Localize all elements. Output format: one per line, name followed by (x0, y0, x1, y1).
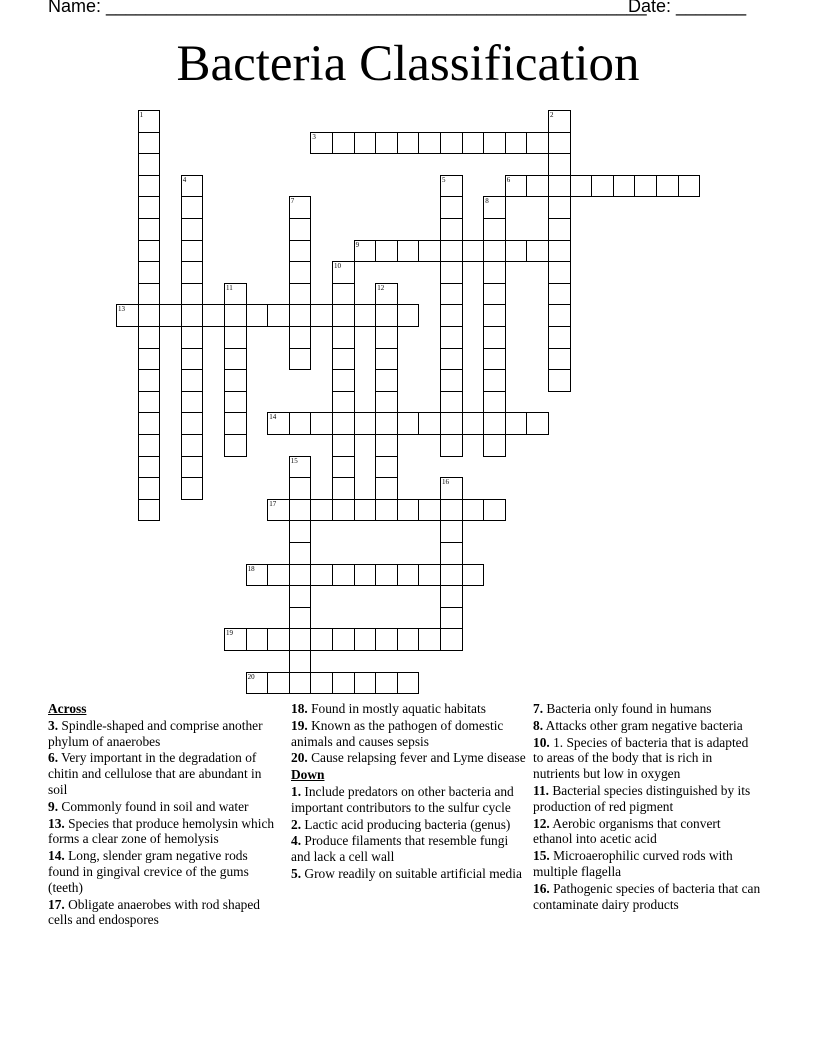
grid-cell[interactable] (224, 628, 247, 651)
grid-cell[interactable] (375, 348, 398, 371)
grid-cell[interactable] (332, 672, 355, 695)
clue-text: Cause relapsing fever and Lyme disease (307, 750, 526, 766)
clue-number: 17 (269, 499, 277, 508)
grid-cell[interactable] (440, 564, 463, 587)
grid-cell[interactable] (289, 477, 312, 500)
clue (48, 897, 276, 929)
clue-number: 5. (291, 865, 302, 881)
clue-number: 11 (226, 283, 233, 292)
clue-text: Pathogenic species of bacteria that can contaminate dairy products (533, 880, 761, 912)
grid-cell[interactable] (354, 672, 377, 695)
grid-cell[interactable] (440, 628, 463, 651)
clue-number: 4. (291, 833, 302, 849)
grid-cell[interactable] (397, 672, 420, 695)
grid-cell[interactable] (181, 304, 204, 327)
grid-cell[interactable] (483, 412, 506, 435)
grid-cell[interactable] (375, 564, 398, 587)
clue (533, 701, 761, 717)
grid-cell[interactable] (332, 369, 355, 392)
clue (48, 816, 276, 848)
grid-cell[interactable] (397, 499, 420, 522)
grid-cell[interactable] (224, 391, 247, 414)
clue-number: 13. (48, 815, 65, 831)
grid-cell[interactable] (483, 240, 506, 263)
grid-cell[interactable] (181, 218, 204, 241)
grid-cell[interactable] (332, 628, 355, 651)
grid-cell[interactable] (310, 499, 333, 522)
clue (291, 817, 527, 833)
clue-text: Very important in the degradation of chitin and cellulose that are abundant in soil (48, 750, 262, 797)
clue-number: 2. (291, 816, 302, 832)
grid-cell[interactable] (138, 499, 161, 522)
clue-number: 7 (290, 197, 295, 206)
grid-cell[interactable] (138, 304, 161, 327)
grid-cell[interactable] (181, 261, 204, 284)
grid-cell[interactable] (548, 175, 571, 198)
grid-cell[interactable] (462, 132, 485, 155)
grid-cell[interactable] (332, 564, 355, 587)
grid-cell[interactable] (591, 175, 614, 198)
grid-cell[interactable] (181, 326, 204, 349)
grid-cell[interactable] (548, 110, 571, 133)
grid-cell[interactable] (310, 672, 333, 695)
grid-cell[interactable] (440, 175, 463, 198)
clue-text: Microaerophilic curved rods with multiple flagella (533, 848, 733, 879)
grid-cell[interactable] (181, 477, 204, 500)
clue-number: 7. (533, 701, 544, 716)
clues-column-1 (48, 701, 276, 929)
grid-cell[interactable] (483, 326, 506, 349)
grid-cell[interactable] (138, 477, 161, 500)
grid-cell[interactable] (375, 412, 398, 435)
clue-number: 12 (377, 283, 385, 292)
clue (533, 848, 761, 880)
grid-cell[interactable] (397, 304, 420, 327)
clues-column-3 (533, 701, 761, 913)
clue-number: 16 (442, 478, 449, 487)
grid-cell[interactable] (375, 456, 398, 479)
grid-cell[interactable] (332, 132, 355, 155)
clue-text: Species that produce hemolysin which forms a clear zone of hemolysis (48, 815, 275, 847)
grid-cell[interactable] (375, 672, 398, 695)
grid-cell[interactable] (202, 304, 225, 327)
grid-cell[interactable] (397, 240, 420, 263)
grid-cell[interactable] (462, 499, 485, 522)
grid-cell[interactable] (354, 304, 377, 327)
clue-number: 19 (226, 629, 233, 638)
grid-cell[interactable] (505, 175, 528, 198)
grid-cell[interactable] (548, 348, 571, 371)
grid-cell[interactable] (440, 326, 463, 349)
grid-cell[interactable] (289, 499, 312, 522)
clue-number: 13 (118, 305, 125, 314)
grid-cell[interactable] (375, 240, 398, 263)
grid-cell[interactable] (289, 456, 312, 479)
clue-number: 10. (533, 734, 550, 750)
clue-number: 18 (247, 564, 255, 573)
grid-cell[interactable] (289, 628, 312, 651)
clue-number: 1. (291, 783, 302, 799)
grid-cell[interactable] (397, 412, 420, 435)
grid-cell[interactable] (138, 434, 161, 457)
grid-cell[interactable] (138, 456, 161, 479)
grid-cell[interactable] (505, 412, 528, 435)
grid-cell[interactable] (440, 304, 463, 327)
grid-cell[interactable] (138, 110, 161, 133)
clue-number: 18. (291, 701, 308, 716)
clue-number: 20. (291, 750, 308, 766)
clue-text: Spindle-shaped and comprise another phylum of anaerobes (48, 717, 263, 749)
date-field: Date: _______ (628, 0, 747, 16)
clue-number: 3. (48, 717, 59, 733)
clue-number: 8. (533, 717, 544, 733)
grid-cell[interactable] (483, 499, 506, 522)
grid-cell[interactable] (224, 304, 247, 327)
clue (291, 784, 527, 816)
grid-cell[interactable] (289, 564, 312, 587)
clue (48, 799, 276, 815)
clue-number: 3 (312, 132, 316, 141)
clue-number: 19. (291, 717, 308, 733)
grid-cell[interactable] (440, 520, 463, 543)
grid-cell[interactable] (138, 240, 161, 263)
grid-cell[interactable] (181, 240, 204, 263)
clue (48, 848, 276, 895)
grid-cell[interactable] (332, 499, 355, 522)
clue-text: Attacks other gram negative bacteria (543, 717, 743, 733)
name-field: Name: ______________________________________________________ (48, 0, 647, 16)
grid-cell[interactable] (418, 240, 441, 263)
grid-cell[interactable] (440, 391, 463, 414)
grid-cell[interactable] (181, 348, 204, 371)
clue-number: 1 (139, 111, 144, 119)
grid-cell[interactable] (440, 499, 463, 522)
grid-cell[interactable] (656, 175, 679, 198)
clue-number: 14. (48, 848, 65, 864)
grid-cell[interactable] (375, 477, 398, 500)
grid-cell[interactable] (332, 412, 355, 435)
grid-cell[interactable] (613, 175, 636, 198)
grid-cell[interactable] (375, 434, 398, 457)
clue-number: 2 (550, 111, 554, 119)
grid-cell[interactable] (634, 175, 657, 198)
clue-number: 15 (290, 456, 298, 465)
clue (48, 718, 276, 750)
grid-cell[interactable] (462, 412, 485, 435)
grid-cell[interactable] (289, 261, 312, 284)
grid-cell[interactable] (138, 369, 161, 392)
grid-cell[interactable] (224, 326, 247, 349)
clue-text: Grow readily on suitable artificial media (301, 865, 522, 881)
grid-cell[interactable] (138, 283, 161, 306)
grid-cell[interactable] (483, 434, 506, 457)
grid-cell[interactable] (138, 326, 161, 349)
grid-cell[interactable] (289, 283, 312, 306)
grid-cell[interactable] (332, 283, 355, 306)
grid-cell[interactable] (483, 304, 506, 327)
grid-cell[interactable] (354, 499, 377, 522)
grid-cell[interactable] (440, 607, 463, 630)
grid-cell[interactable] (526, 175, 549, 198)
grid-cell[interactable] (310, 628, 333, 651)
grid-cell[interactable] (548, 153, 571, 176)
grid-cell[interactable] (310, 304, 333, 327)
grid-cell[interactable] (483, 196, 506, 219)
grid-cell[interactable] (505, 132, 528, 155)
grid-cell[interactable] (505, 240, 528, 263)
clue-number: 4 (182, 175, 187, 184)
grid-cell[interactable] (526, 240, 549, 263)
grid-cell[interactable] (570, 175, 593, 198)
clue (291, 750, 527, 766)
clue-number: 6. (48, 750, 59, 766)
grid-cell[interactable] (332, 261, 355, 284)
clue-number: 16. (533, 880, 550, 896)
grid-cell[interactable] (483, 283, 506, 306)
grid-cell[interactable] (440, 132, 463, 155)
grid-cell[interactable] (267, 304, 290, 327)
clue-number: 20 (247, 672, 255, 681)
grid-cell[interactable] (181, 283, 204, 306)
grid-cell[interactable] (483, 369, 506, 392)
clue-number: 9 (355, 240, 360, 249)
grid-cell[interactable] (375, 628, 398, 651)
clue-text: Found in mostly aquatic habitats (307, 701, 486, 716)
grid-cell[interactable] (289, 196, 312, 219)
clue-number: 11. (533, 782, 549, 798)
grid-cell[interactable] (418, 564, 441, 587)
grid-cell[interactable] (267, 499, 290, 522)
grid-cell[interactable] (375, 304, 398, 327)
grid-cell[interactable] (548, 132, 571, 155)
grid-cell[interactable] (332, 434, 355, 457)
grid-cell[interactable] (289, 672, 312, 695)
grid-cell[interactable] (462, 564, 485, 587)
clue (48, 750, 276, 797)
page-title: Bacteria Classification (176, 36, 640, 92)
grid-cell[interactable] (548, 326, 571, 349)
grid-cell[interactable] (224, 412, 247, 435)
grid-cell[interactable] (246, 304, 269, 327)
grid-cell[interactable] (116, 304, 139, 327)
grid-cell[interactable] (267, 412, 290, 435)
grid-cell[interactable] (548, 218, 571, 241)
across-heading: Across (48, 701, 87, 716)
clue-text: Produce filaments that resemble fungi and lack a cell wall (291, 833, 509, 865)
clue-text: Aerobic organisms that convert ethanol into acetic acid (533, 815, 721, 847)
grid-cell[interactable] (354, 132, 377, 155)
clue (291, 701, 527, 717)
grid-cell[interactable] (138, 132, 161, 155)
grid-cell[interactable] (483, 348, 506, 371)
grid-cell[interactable] (526, 132, 549, 155)
grid-cell[interactable] (418, 412, 441, 435)
grid-cell[interactable] (440, 477, 463, 500)
grid-cell[interactable] (159, 304, 182, 327)
clue-text: Bacteria only found in humans (543, 701, 712, 716)
clues-column-2 (291, 701, 527, 883)
grid-cell[interactable] (267, 564, 290, 587)
clue-text: Include predators on other bacteria and important contributors to the sulfur cycle (291, 783, 514, 815)
grid-cell[interactable] (440, 218, 463, 241)
grid-cell[interactable] (181, 412, 204, 435)
grid-cell[interactable] (354, 240, 377, 263)
grid-cell[interactable] (181, 175, 204, 198)
clue (533, 881, 761, 913)
down-heading: Down (291, 767, 325, 783)
grid-cell[interactable] (332, 326, 355, 349)
grid-cell[interactable] (440, 585, 463, 608)
grid-cell[interactable] (181, 196, 204, 219)
grid-cell[interactable] (397, 564, 420, 587)
grid-cell[interactable] (310, 564, 333, 587)
clue (533, 718, 761, 734)
grid-cell[interactable] (440, 434, 463, 457)
grid-cell[interactable] (483, 391, 506, 414)
clue-number: 14 (269, 413, 277, 422)
grid-cell[interactable] (267, 628, 290, 651)
grid-cell[interactable] (440, 412, 463, 435)
clue-text: Obligate anaerobes with rod shaped cells and endospores (48, 896, 260, 928)
grid-cell[interactable] (483, 132, 506, 155)
grid-cell[interactable] (246, 672, 269, 695)
grid-cell[interactable] (289, 412, 312, 435)
grid-cell[interactable] (375, 499, 398, 522)
grid-cell[interactable] (375, 283, 398, 306)
grid-cell[interactable] (397, 132, 420, 155)
grid-cell[interactable] (138, 391, 161, 414)
grid-cell[interactable] (440, 261, 463, 284)
clue (533, 735, 761, 782)
clue (291, 718, 527, 750)
grid-cell[interactable] (440, 196, 463, 219)
grid-cell[interactable] (462, 240, 485, 263)
clue-text: Long, slender gram negative rods found in gingival crevice of the gums (teeth) (48, 848, 249, 895)
grid-cell[interactable] (289, 542, 312, 565)
grid-cell[interactable] (246, 628, 269, 651)
grid-cell[interactable] (138, 218, 161, 241)
grid-cell[interactable] (181, 434, 204, 457)
grid-cell[interactable] (440, 369, 463, 392)
grid-cell[interactable] (375, 369, 398, 392)
grid-cell[interactable] (678, 175, 701, 198)
grid-cell[interactable] (289, 304, 312, 327)
grid-cell[interactable] (181, 369, 204, 392)
clue (291, 833, 527, 865)
grid-cell[interactable] (138, 261, 161, 284)
clue-number: 8 (485, 197, 489, 206)
grid-cell[interactable] (289, 585, 312, 608)
clue (533, 816, 761, 848)
clue-text: Bacterial species distinguished by its production of red pigment (533, 782, 751, 814)
grid-cell[interactable] (375, 132, 398, 155)
grid-cell[interactable] (289, 607, 312, 630)
grid-cell[interactable] (332, 477, 355, 500)
grid-cell[interactable] (332, 456, 355, 479)
clue-number: 9. (48, 798, 59, 814)
grid-cell[interactable] (375, 326, 398, 349)
grid-cell[interactable] (310, 132, 333, 155)
grid-cell[interactable] (289, 218, 312, 241)
grid-cell[interactable] (440, 542, 463, 565)
clue (533, 783, 761, 815)
clue-number: 5 (442, 175, 446, 184)
grid-cell[interactable] (332, 304, 355, 327)
grid-cell[interactable] (246, 564, 269, 587)
grid-cell[interactable] (289, 520, 312, 543)
grid-cell[interactable] (138, 348, 161, 371)
grid-cell[interactable] (138, 153, 161, 176)
grid-cell[interactable] (289, 326, 312, 349)
grid-cell[interactable] (548, 196, 571, 219)
clue-number: 17. (48, 896, 65, 912)
grid-cell[interactable] (354, 628, 377, 651)
grid-cell[interactable] (483, 261, 506, 284)
grid-cell[interactable] (354, 564, 377, 587)
grid-cell[interactable] (181, 391, 204, 414)
clue-text: Commonly found in soil and water (58, 798, 249, 814)
grid-cell[interactable] (548, 369, 571, 392)
grid-cell[interactable] (548, 304, 571, 327)
grid-cell[interactable] (332, 391, 355, 414)
grid-cell[interactable] (440, 240, 463, 263)
grid-cell[interactable] (418, 132, 441, 155)
grid-cell[interactable] (375, 391, 398, 414)
grid-cell[interactable] (548, 283, 571, 306)
clue-number: 15. (533, 848, 550, 864)
grid-cell[interactable] (224, 369, 247, 392)
clue-text: Known as the pathogen of domestic animals and causes sepsis (291, 717, 504, 749)
grid-cell[interactable] (224, 434, 247, 457)
grid-cell[interactable] (440, 283, 463, 306)
clue (291, 866, 527, 882)
grid-cell[interactable] (332, 348, 355, 371)
grid-cell[interactable] (548, 240, 571, 263)
clue-number: 6 (506, 175, 511, 184)
grid-cell[interactable] (310, 412, 333, 435)
clue-text: Lactic acid producing bacteria (genus) (301, 816, 511, 832)
grid-cell[interactable] (138, 175, 161, 198)
grid-cell[interactable] (526, 412, 549, 435)
grid-cell[interactable] (224, 348, 247, 371)
clue-text: 1. Species of bacteria that is adapted to areas of the body that is rich in nutrients but low in oxygen (533, 734, 749, 782)
grid-cell[interactable] (181, 456, 204, 479)
clue-number: 12. (533, 815, 550, 831)
grid-cell[interactable] (397, 628, 420, 651)
grid-cell[interactable] (224, 283, 247, 306)
clue-number: 10 (334, 262, 341, 271)
grid-cell[interactable] (289, 240, 312, 263)
grid-cell[interactable] (418, 628, 441, 651)
grid-cell[interactable] (548, 261, 571, 284)
grid-cell[interactable] (418, 499, 441, 522)
grid-cell[interactable] (267, 672, 290, 695)
grid-cell[interactable] (440, 348, 463, 371)
grid-cell[interactable] (289, 348, 312, 371)
grid-cell[interactable] (289, 650, 312, 673)
grid-cell[interactable] (138, 412, 161, 435)
grid-cell[interactable] (138, 196, 161, 219)
grid-cell[interactable] (354, 412, 377, 435)
grid-cell[interactable] (483, 218, 506, 241)
